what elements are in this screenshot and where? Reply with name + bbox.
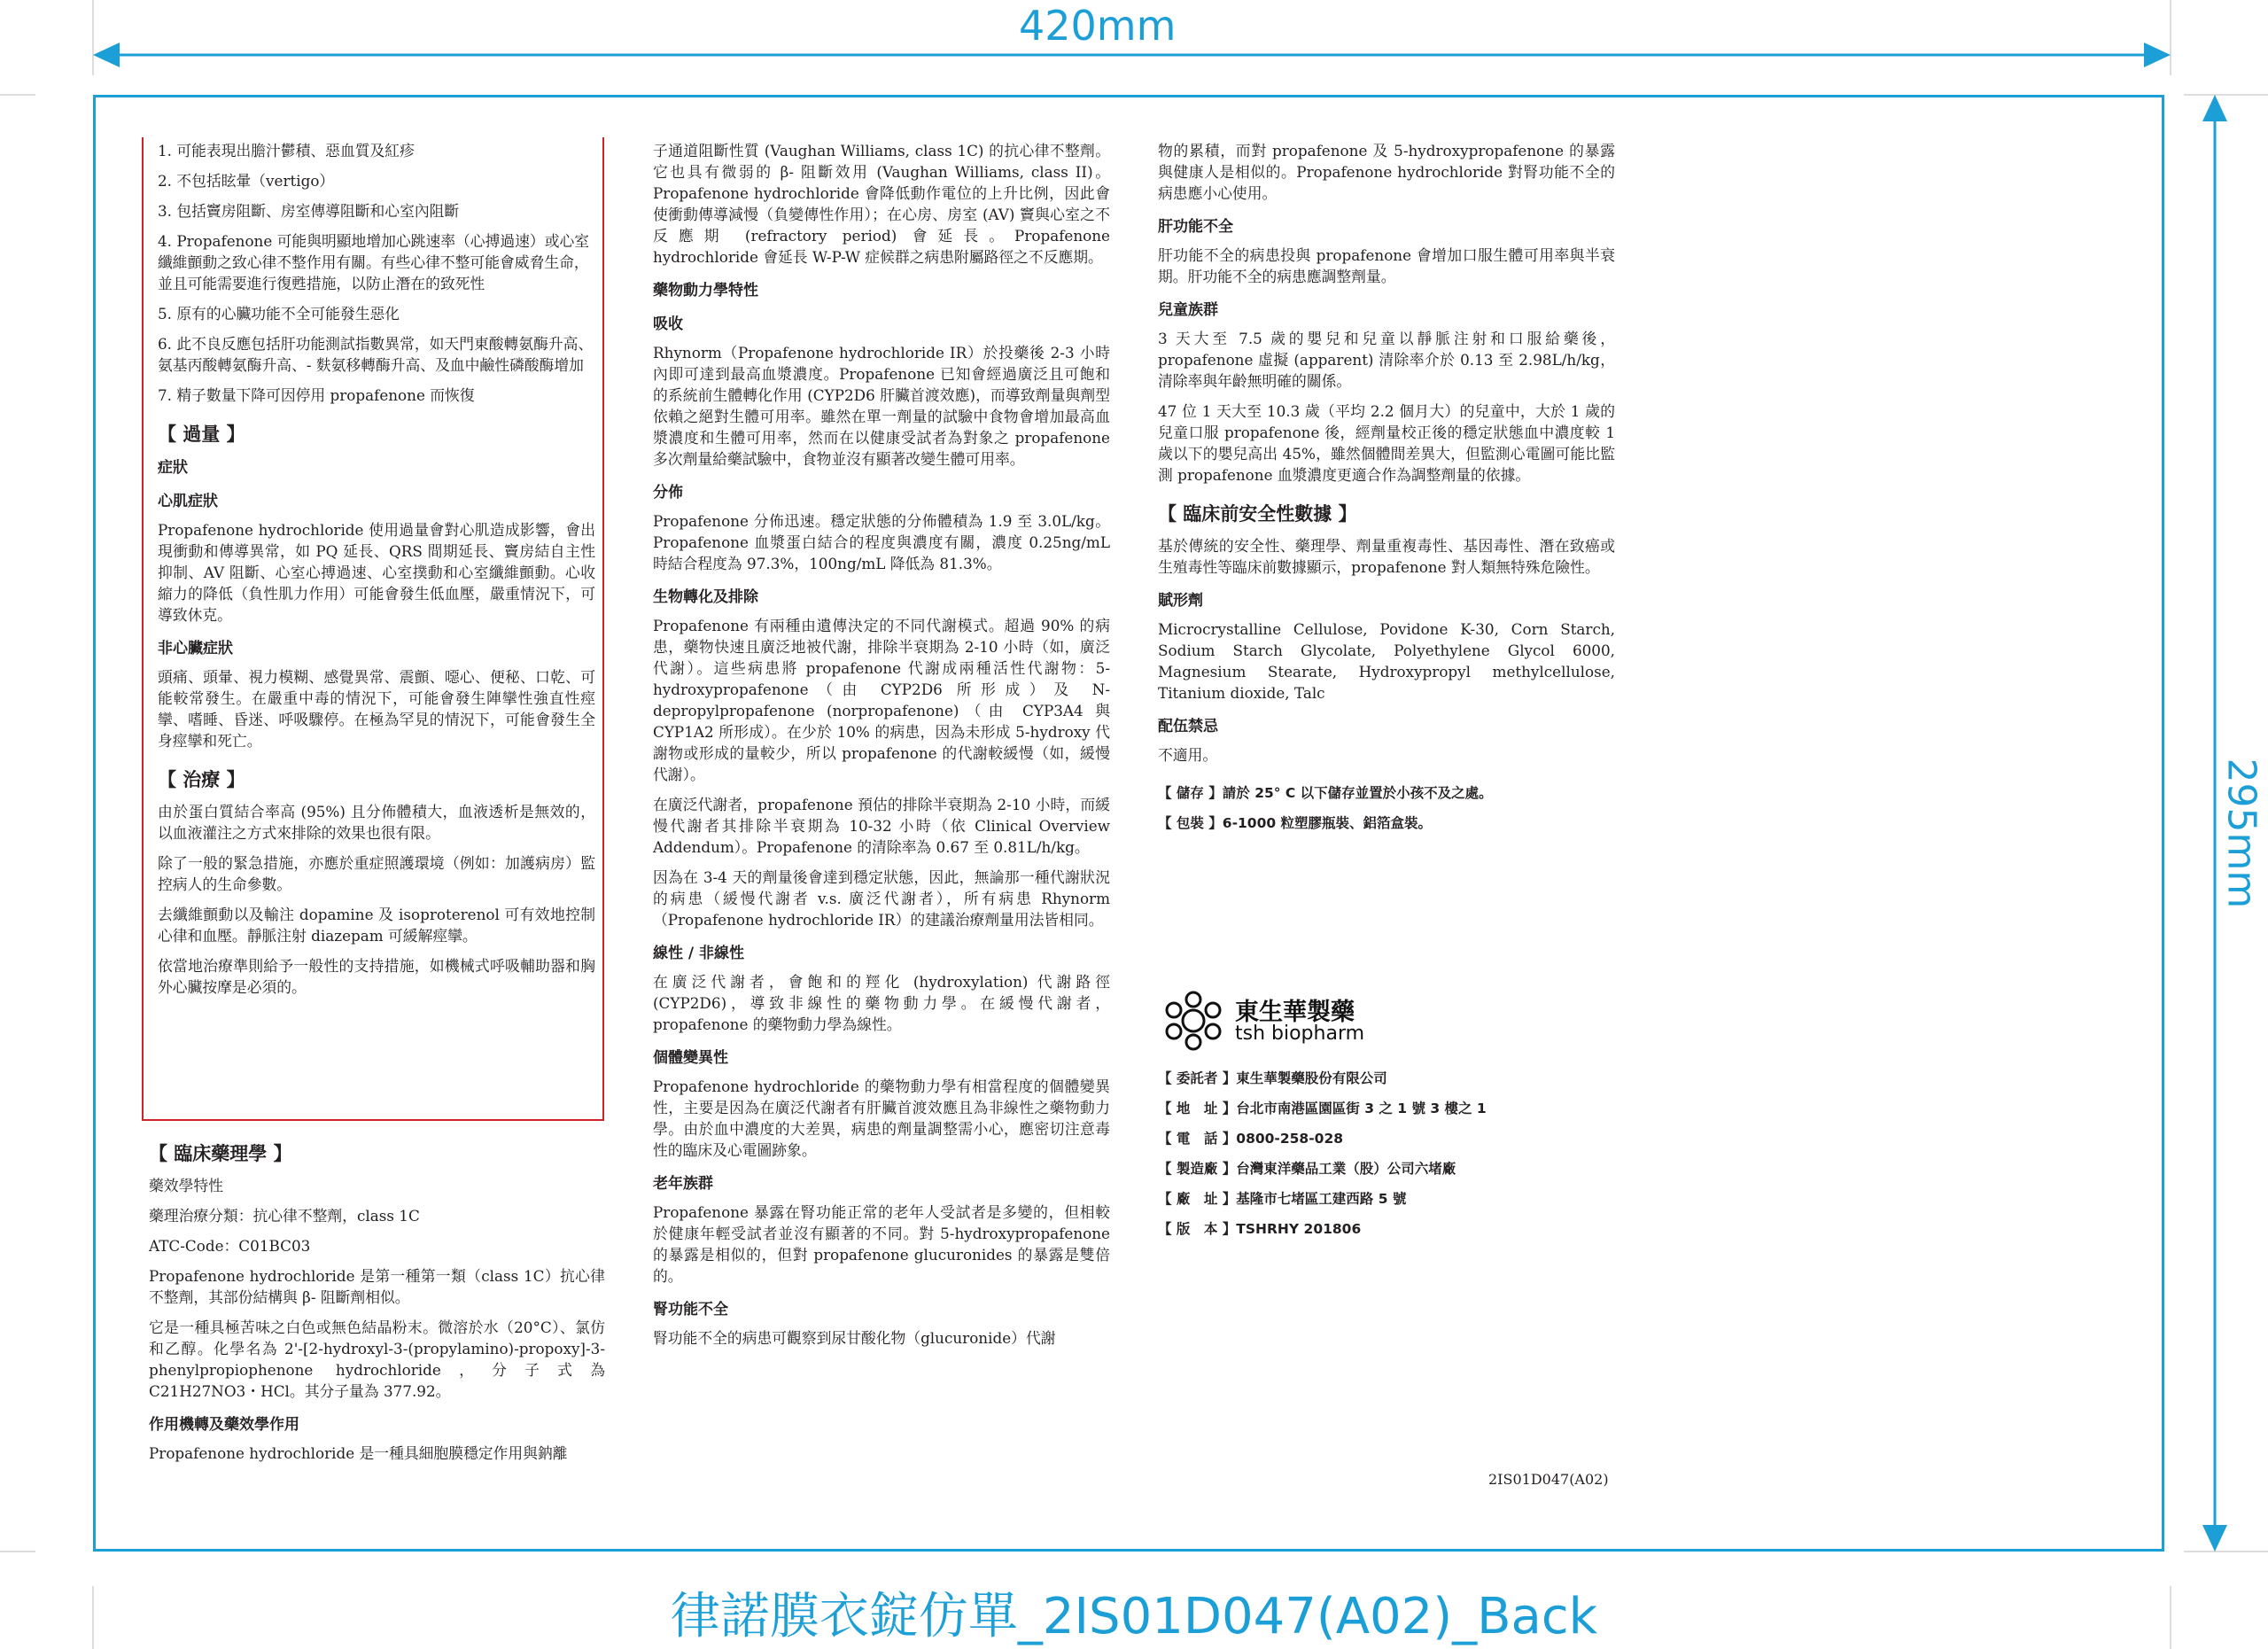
company-logo	[1161, 989, 1426, 1053]
list-item: 2. 不包括眩暈（vertigo）	[158, 172, 335, 190]
logo-chinese-name: 東生華製藥	[1235, 999, 1355, 1026]
pediatric-text: 3 天大至 7.5 歲的嬰兒和兒童以靜脈注射和口服給藥後，propafenone 虛擬 (apparent) 清除率介於 0.13 至 2.98L/h/kg，清除率與年齡無明確的關係。	[1158, 330, 1615, 390]
treatment-paragraph: 由於蛋白質結合率高 (95%) 且分佈體積大，血液透析是無效的，以血液灌注之方式來排除的效果也很有限。	[158, 803, 595, 842]
tsh-logo-icon	[1161, 989, 1226, 1053]
linearity-text: 在廣泛代謝者，會飽和的羥化 (hydroxylation) 代謝路徑 (CYP2D6)，導致非線性的藥物動力學。在緩慢代謝者，propafenone 的藥物動力學為線性。	[653, 973, 1110, 1033]
absorption-text: Rhynorm（Propafenone hydrochloride IR）於投藥後 2-3 小時內即可達到最高血漿濃度。Propafenone 已知會經過廣泛且可飽和的系統前生體轉化作用 (CYP2D6 肝臟首渡效應)，而導致劑量與劑型依賴之絕對生體可用率。雖然在單一劑量的試驗中食物會增加最高血漿濃度和生體可用率，然而在以健康受試者為對象之 propafenone 多次劑量給藥試驗中，食物並沒有顯著改變生體可用率。	[653, 344, 1110, 468]
col2-intro: 子通道阻斷性質 (Vaughan Williams, class 1C) 的抗心律不整劑。它也具有微弱的 β- 阻斷效用 (Vaughan Williams, class II)。Propafenone hydrochloride 會降低動作電位的上升比例，因此會使衝動傳導減慢（負變傳性作用）；在心房、房室 (AV) 竇與心室之不反應期 (refractory period) 會延長。Propafenone hydrochloride 會延長 W-P-W 症候群之病患附屬路徑之不反應期。	[653, 142, 1110, 266]
metabolism-heading: 生物轉化及排除	[653, 588, 758, 606]
metabolism-text-2: 在廣泛代謝者，propafenone 預估的排除半衰期為 2-10 小時，而緩慢代謝者其排除半衰期為 10-32 小時（依 Clinical Overview Addendum）。Propafenone 的清除率為 0.67 至 0.81L/h/kg。	[653, 796, 1110, 856]
metabolism-text-3: 因為在 3-4 天的劑量後會達到穩定狀態，因此，無論那一種代謝狀況的病患（緩慢代謝者 v.s. 廣泛代謝者），所有病患 Rhynorm（Propafenone hydrochloride IR）的建議治療劑量用法皆相同。	[653, 868, 1110, 929]
company-line: 【 地 址 】台北市南港區園區街 3 之 1 號 3 樓之 1	[1158, 1101, 1487, 1116]
file-title: 律諾膜衣錠仿單_2IS01D047(A02)_Back	[670, 1588, 1598, 1645]
column-3	[1158, 140, 1615, 838]
storage-line: 【 儲存 】請於 25° C 以下儲存並置於小孩不及之處。	[1158, 785, 1493, 801]
renal-text: 腎功能不全的病患可觀察到尿甘酸化物（glucuronide）代謝	[653, 1329, 1056, 1347]
noncardiac-heading: 非心臟症狀	[158, 640, 233, 657]
symptoms-heading: 症狀	[158, 459, 188, 477]
pharmacology-paragraph: Propafenone hydrochloride 是第一種第一類（class 1C）抗心律不整劑，其部份結構與 β- 阻斷劑相似。	[149, 1267, 605, 1306]
company-line: 【 廠 址 】基隆市七堵區工建西路 5 號	[1158, 1191, 1407, 1207]
linearity-heading: 線性 / 非線性	[653, 945, 745, 962]
mechanism-text: Propafenone hydrochloride 是一種具細胞膜穩定作用與鈉離	[149, 1444, 568, 1462]
height-dimension-text: 295mm	[2218, 758, 2264, 909]
column-1-bottom	[149, 1143, 605, 1473]
renal-heading: 腎功能不全	[653, 1301, 728, 1318]
preclinical-heading: 【 臨床前安全性數據 】	[1158, 503, 1357, 525]
company-line: 【 製造廠 】台灣東洋藥品工業（股）公司六堵廠	[1158, 1161, 1456, 1177]
metabolism-text: Propafenone 有兩種由遺傳決定的不同代謝模式。超過 90% 的病患，藥物快速且廣泛地被代謝，排除半衰期為 2-10 小時（如，廣泛代謝）。這些病患將 propafenone 代謝成兩種活性代謝物：5-hydroxypropafenone（由 CYP2D6 所形成）及 N-depropylpropafenone (norpropafenone)（由 CYP3A4 與 CYP1A2 所形成）。在少於 10% 的病患，因為未形成 5-hydroxy 代謝物或形成的量較少，所以 propafenone 的代謝較緩慢（如，緩慢代謝）。	[653, 617, 1110, 783]
mechanism-heading: 作用機轉及藥效學作用	[149, 1416, 299, 1434]
variability-heading: 個體變異性	[653, 1049, 728, 1067]
overdose-heading: 【 過量 】	[158, 424, 245, 445]
excipients-heading: 賦形劑	[1158, 592, 1203, 610]
col3-intro: 物的累積，而對 propafenone 及 5-hydroxypropafenone 的暴露與健康人是相似的。Propafenone hydrochloride 對腎功能不全的病患應小心使用。	[1158, 142, 1615, 202]
height-dimension-label	[2210, 758, 2264, 926]
column-2	[653, 140, 1110, 1357]
preclinical-text: 基於傳統的安全性、藥理學、劑量重複毒性、基因毒性、潛在致癌或生殖毒性等臨床前數據顯示，propafenone 對人類無特殊危險性。	[1158, 537, 1615, 576]
company-line: 【 電 話 】0800-258-028	[1158, 1131, 1344, 1147]
pediatric-text-2: 47 位 1 天大至 10.3 歲（平均 2.2 個月大）的兒童中，大於 1 歲的兒童口服 propafenone 後，經劑量校正後的穩定狀態血中濃度較 1 歲以下的嬰兒高出 45%，雖然個體間差異大，但監測心電圖可能比監測 propafenone 血漿濃度更適合作為調整劑量的依據。	[1158, 402, 1615, 484]
list-item: 3. 包括竇房阻斷、房室傳導阻斷和心室內阻斷	[158, 202, 460, 220]
list-item: 4. Propafenone 可能與明顯地增加心跳速率（心搏過速）或心室纖維顫動之致心律不整作用有關。有些心律不整可能會威脅生命，並且可能需要進行復甦措施，以防止潛在的致死性	[158, 232, 590, 292]
pharmacology-paragraph: 藥理治療分類：抗心律不整劑，class 1C	[149, 1207, 420, 1225]
list-item: 1. 可能表現出膽汁鬱積、惡血質及紅疹	[158, 142, 415, 159]
pk-heading: 藥物動力學特性	[653, 282, 758, 299]
pharmacology-heading: 【 臨床藥理學 】	[149, 1143, 292, 1164]
elderly-text: Propafenone 暴露在腎功能正常的老年人受試者是多變的，但相較於健康年輕受試者並沒有顯著的不同。對 5-hydroxypropafenone 的暴露是相似的，但對 propafenone glucuronides 的暴露是雙倍的。	[653, 1203, 1110, 1285]
cardiac-text: Propafenone hydrochloride 使用過量會對心肌造成影響，會出現衝動和傳導異常，如 PQ 延長、QRS 間期延長、竇房結自主性抑制、AV 阻斷、心室心搏過速、心室撲動和心室纖維顫動。心收縮力的降低（負性肌力作用）可能會發生低血壓，嚴重情況下，可導致休克。	[158, 521, 595, 624]
variability-text: Propafenone hydrochloride 的藥物動力學有相當程度的個體變異性，主要是因為在廣泛代謝者有肝臟首渡效應且為非線性之藥物動力學。由於血中濃度的大差異，病患的劑量調整需小心，應密切注意毒性的臨床及心電圖跡象。	[653, 1077, 1110, 1159]
company-info	[1158, 1063, 1619, 1244]
distribution-text: Propafenone 分佈迅速。穩定狀態的分佈體積為 1.9 至 3.0L/kg。Propafenone 血漿蛋白結合的程度與濃度有關，濃度 0.25ng/mL 時結合程度為 97.3%，100ng/mL 降低為 81.3%。	[653, 512, 1110, 572]
list-item: 6. 此不良反應包括肝功能測試指數異常，如天門東酸轉氨酶升高、氨基丙酸轉氨酶升高、- 麩氨移轉酶升高、及血中鹼性磷酸酶增加	[158, 335, 594, 374]
treatment-paragraph: 去纖維顫動以及輸注 dopamine 及 isoproterenol 可有效地控制心律和血壓。靜脈注射 diazepam 可緩解痙攣。	[158, 906, 595, 945]
incompatibility-text: 不適用。	[1158, 746, 1218, 764]
pharmacology-paragraph: 藥效學特性	[149, 1177, 223, 1194]
hepatic-heading: 肝功能不全	[1158, 218, 1233, 236]
treatment-paragraph: 除了一般的緊急措施，亦應於重症照護環境（例如：加護病房）監控病人的生命參數。	[158, 854, 595, 893]
absorption-heading: 吸收	[653, 315, 683, 333]
package-line: 【 包裝 】6-1000 粒塑膠瓶裝、鋁箔盒裝。	[1158, 815, 1433, 831]
treatment-paragraph: 依當地治療準則給予一般性的支持措施，如機械式呼吸輔助器和胸外心臟按摩是必須的。	[158, 957, 595, 996]
company-line: 【 版 本 】TSHRHY 201806	[1158, 1221, 1362, 1237]
incompatibility-heading: 配伍禁忌	[1158, 718, 1218, 735]
excipients-text: Microcrystalline Cellulose, Povidone K-30, Corn Starch, Sodium Starch Glycolate, Polyethylene Glycol 6000, Magnesium Stearate, Hydroxypropyl methylcellulose, Titanium dioxide, Talc	[1158, 620, 1615, 702]
company-line: 【 委託者 】東生華製藥股份有限公司	[1158, 1070, 1387, 1086]
treatment-heading: 【 治療 】	[158, 769, 245, 790]
column-1-top	[158, 140, 595, 1007]
pharmacology-paragraph: ATC-Code：C01BC03	[149, 1237, 311, 1255]
elderly-heading: 老年族群	[653, 1175, 713, 1193]
noncardiac-text: 頭痛、頭暈、視力模糊、感覺異常、震顫、噁心、便秘、口乾、可能較常發生。在嚴重中毒的情況下，可能會發生陣攣性強直性痙攣、嗜睡、昏迷、呼吸驟停。在極為罕見的情況下，可能會發生全身痙攣和死亡。	[158, 668, 595, 750]
logo-english-name: tsh biopharm	[1235, 1023, 1365, 1045]
distribution-heading: 分佈	[653, 484, 683, 502]
list-item: 7. 精子數量下降可因停用 propafenone 而恢復	[158, 386, 475, 404]
width-dimension-label: 420mm	[1019, 2, 1177, 50]
document-id: 2IS01D047(A02)	[1488, 1471, 1609, 1488]
adverse-footnotes-list	[158, 140, 595, 406]
pharmacology-paragraph: 它是一種具極苦味之白色或無色結晶粉末。微溶於水（20°C）、氯仿和乙醇。化學名為 2'-[2-hydroxyl-3-(propylamino)-propoxy]-3-phenylpropiophenone hydrochloride，分子式為 C21H27NO3・HCl。其分子量為 377.92。	[149, 1318, 605, 1400]
hepatic-text: 肝功能不全的病患投與 propafenone 會增加口服生體可用率與半衰期。肝功能不全的病患應調整劑量。	[1158, 246, 1615, 285]
pediatric-heading: 兒童族群	[1158, 301, 1218, 319]
cardiac-heading: 心肌症狀	[158, 493, 218, 510]
list-item: 5. 原有的心臟功能不全可能發生惡化	[158, 305, 400, 323]
